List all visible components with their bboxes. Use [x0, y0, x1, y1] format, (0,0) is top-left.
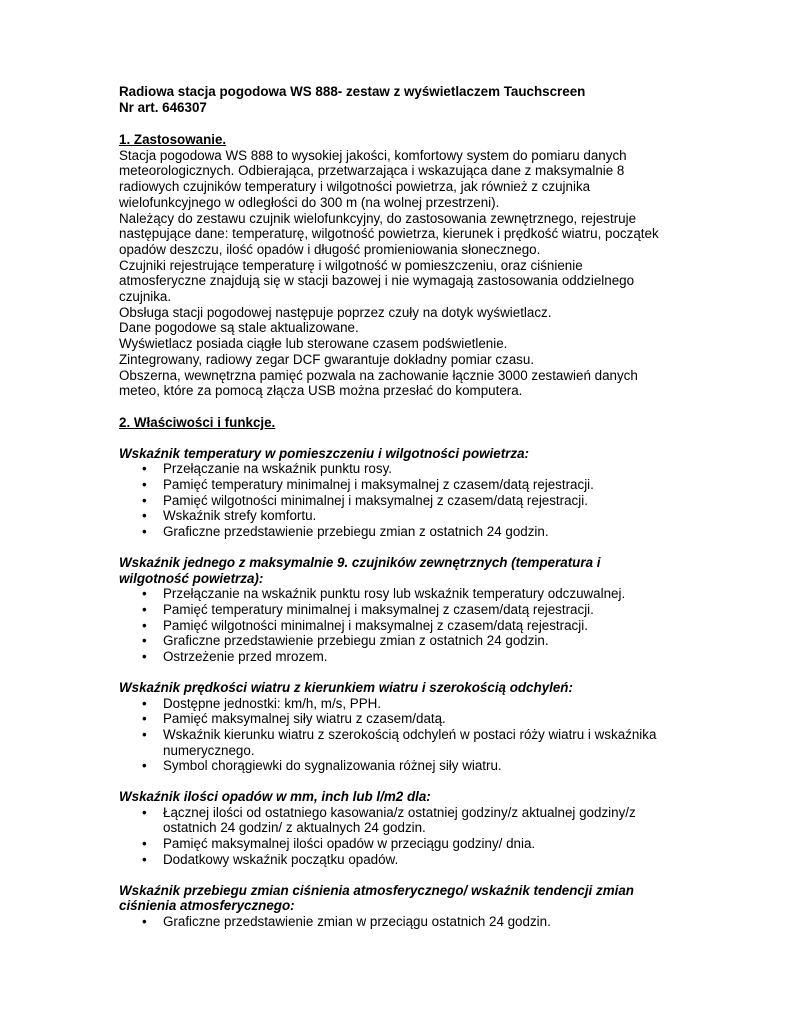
feature-group [119, 883, 679, 930]
list-item-text: Przełączanie na wskaźnik punktu rosy lub wskaźnik temperatury odczuwalnej. [163, 586, 626, 602]
list-item [119, 461, 679, 477]
bullet-icon: • [142, 913, 147, 929]
paragraph-line: Obsługa stacji pogodowej następuje poprzez czuły na dotyk wyświetlacz. [119, 304, 552, 320]
section-2-body [119, 431, 679, 930]
feature-group-title: Wskaźnik prędkości wiatru z kierunkiem wiatru i szerokością odchyleń: [119, 679, 573, 695]
bullet-icon: • [142, 804, 147, 820]
paragraph-line: opadów deszczu, ilość opadów i długość promieniowania słonecznego. [119, 241, 541, 257]
list-item [119, 914, 679, 930]
list-item [119, 633, 679, 649]
bullet-icon: • [142, 711, 147, 727]
paragraph-line: atmosferyczne znajdują się w stacji bazowej i nie wymagają zastosowania oddzielnego [119, 273, 635, 289]
bullet-icon: • [142, 508, 147, 524]
feature-group-title: Wskaźnik jednego z maksymalnie 9. czujników zewnętrznych (temperatura i [119, 554, 601, 570]
paragraph-line: czujnika. [119, 289, 172, 305]
bullet-icon: • [142, 617, 147, 633]
feature-group-title: Wskaźnik przebiegu zmian ciśnienia atmosferycznego/ wskaźnik tendencji zmian [119, 882, 634, 898]
list-item-text: Graficzne przedstawienie przebiegu zmian z ostatnich 24 godzin. [163, 633, 549, 649]
list-item-text: Wskaźnik kierunku wiatru z szerokością odchyleń w postaci róży wiatru i wskaźnika [163, 726, 657, 742]
feature-list [119, 914, 679, 930]
article-number: Nr art. 646307 [119, 100, 207, 115]
feature-list [119, 696, 679, 775]
list-item [119, 618, 679, 634]
paragraph-line: następujące dane: temperaturę, wilgotność powietrza, kierunek i prędkość wiatru, początek [119, 226, 659, 242]
list-item [119, 696, 679, 712]
paragraph-line: Wyświetlacz posiada ciągłe lub sterowane czasem podświetlenie. [119, 336, 508, 352]
paragraph-line: Obszerna, wewnętrzna pamięć pozwala na zachowanie łącznie 3000 zestawień danych [119, 367, 638, 383]
feature-list [119, 805, 679, 868]
list-item [119, 649, 679, 665]
bullet-icon: • [142, 492, 147, 508]
list-item [119, 711, 679, 727]
list-item-text: Wskaźnik strefy komfortu. [163, 508, 317, 524]
list-item [119, 727, 679, 758]
paragraph-line: meteo, które za pomocą złącza USB można przesłać do komputera. [119, 383, 523, 399]
section-1-body [119, 148, 679, 399]
paragraph-line: Czujniki rejestrujące temperaturę i wilgotność w pomieszczeniu, oraz ciśnienie [119, 257, 583, 273]
paragraph-line: radiowych czujników temperatury i wilgotności powietrza, jak również z czujnika [119, 179, 591, 195]
bullet-icon: • [142, 726, 147, 742]
paragraph-line: Należący do zestawu czujnik wielofunkcyjny, do zastosowania zewnętrznego, rejestruje [119, 210, 637, 226]
feature-group [119, 680, 679, 774]
document-title [119, 84, 679, 116]
paragraph-line: Dane pogodowe są stale aktualizowane. [119, 320, 359, 336]
feature-group-title: Wskaźnik temperatury w pomieszczeniu i wilgotności powietrza: [119, 445, 529, 461]
list-item-text: ostatnich 24 godzin/ z aktualnych 24 godzin. [163, 820, 426, 836]
bullet-icon: • [142, 851, 147, 867]
feature-list [119, 586, 679, 665]
list-item-text: Łącznej ilości od ostatniego kasowania/z ostatniej godziny/z aktualnej godziny/z [163, 804, 636, 820]
list-item [119, 852, 679, 868]
paragraph-line: meteorologicznych. Odbierająca, przetwarzająca i wskazująca dane z maksymalnie 8 [119, 163, 625, 179]
bullet-icon: • [142, 758, 147, 774]
title-line: Radiowa stacja pogodowa WS 888- zestaw z wyświetlaczem Tauchscreen [119, 84, 586, 99]
list-item-text: Dodatkowy wskaźnik początku opadów. [163, 851, 399, 867]
bullet-icon: • [142, 695, 147, 711]
list-item [119, 805, 679, 836]
list-item [119, 524, 679, 540]
list-item-text: Dostępne jednostki: km/h, m/s, PPH. [163, 695, 382, 711]
paragraph-line: wielofunkcyjnego w odległości do 300 m (na wolnej przestrzeni). [119, 194, 500, 210]
list-item-text: Pamięć temperatury minimalnej i maksymalnej z czasem/datą rejestracji. [163, 601, 594, 617]
bullet-icon: • [142, 461, 147, 477]
paragraph-line: Zintegrowany, radiowy zegar DCF gwarantuje dokładny pomiar czasu. [119, 351, 535, 367]
list-item-text: Pamięć maksymalnej ilości opadów w przeciągu godziny/ dnia. [163, 836, 536, 852]
list-item-text: Pamięć maksymalnej siły wiatru z czasem/datą. [163, 711, 446, 727]
list-item-text: Graficzne przedstawienie zmian w przeciągu ostatnich 24 godzin. [163, 913, 551, 929]
list-item [119, 508, 679, 524]
list-item-text: Graficzne przedstawienie przebiegu zmian z ostatnich 24 godzin. [163, 524, 549, 540]
list-item-text: Pamięć wilgotności minimalnej i maksymalnej z czasem/datą rejestracji. [163, 617, 588, 633]
feature-group-title: ciśnienia atmosferycznego: [119, 898, 295, 914]
feature-group [119, 555, 679, 665]
list-item [119, 493, 679, 509]
list-item [119, 477, 679, 493]
list-item-text: Ostrzeżenie przed mrozem. [163, 649, 328, 665]
section-2-heading: 2. Właściwości i funkcje. [119, 414, 276, 430]
list-item-text: numerycznego. [163, 742, 255, 758]
list-item [119, 602, 679, 618]
section-1-heading: 1. Zastosowanie. [119, 132, 227, 147]
bullet-icon: • [142, 524, 147, 540]
feature-group [119, 446, 679, 540]
bullet-icon: • [142, 836, 147, 852]
list-item [119, 758, 679, 774]
bullet-icon: • [142, 586, 147, 602]
list-item-text: Symbol chorągiewki do sygnalizowania różnej siły wiatru. [163, 758, 502, 774]
feature-group-title: wilgotność powietrza): [119, 570, 264, 586]
feature-group-title: Wskaźnik ilości opadów w mm, inch lub l/m2 dla: [119, 789, 431, 805]
document-page [119, 84, 679, 930]
bullet-icon: • [142, 649, 147, 665]
bullet-icon: • [142, 601, 147, 617]
list-item [119, 586, 679, 602]
list-item [119, 836, 679, 852]
paragraph-line: Stacja pogodowa WS 888 to wysokiej jakości, komfortowy system do pomiaru danych [119, 147, 627, 163]
feature-group [119, 789, 679, 868]
list-item-text: Przełączanie na wskaźnik punktu rosy. [163, 461, 392, 477]
bullet-icon: • [142, 477, 147, 493]
list-item-text: Pamięć temperatury minimalnej i maksymalnej z czasem/datą rejestracji. [163, 477, 594, 493]
bullet-icon: • [142, 633, 147, 649]
list-item-text: Pamięć wilgotności minimalnej i maksymalnej z czasem/datą rejestracji. [163, 492, 588, 508]
feature-list [119, 461, 679, 540]
